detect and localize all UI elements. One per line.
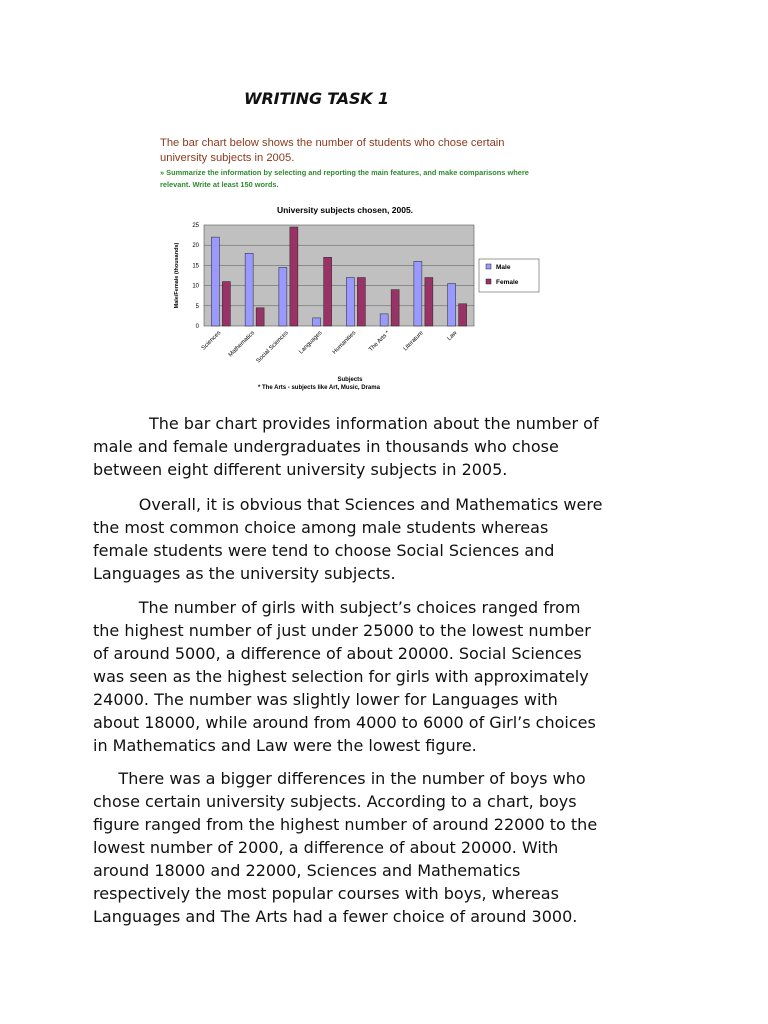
bar-male (211, 237, 219, 326)
x-tick-label: The Arts * (368, 330, 392, 354)
task-instructions: » Summarize the information by selecting and reporting the main features, and make comparisons where relevant. Write at least 150 words. (160, 168, 529, 189)
legend-swatch-male (486, 264, 491, 269)
y-tick-label: 25 (192, 223, 199, 229)
bar-male (414, 261, 422, 326)
bar-female (324, 257, 332, 326)
bar-female (290, 227, 298, 326)
bar-female (222, 282, 230, 326)
legend-label-female: Female (496, 279, 519, 286)
bar-female (357, 278, 365, 326)
bar-male (279, 267, 287, 326)
y-tick-label: 20 (192, 243, 199, 250)
paragraph-male: There was a bigger differences in the number of boys who chose certain university subjects. According to a chart, boys figure ranged from the highest number of around 22000 to the lowest number of 2000, a difference of about 20000. With around 18000 and 22000, Sciences and Mathematics respectively the most popular courses with boys, whereas Languages and The Arts had a fewer choice of around 3000. (93, 769, 598, 926)
bar-chart (160, 200, 550, 396)
paragraph-intro: The bar chart provides information about the number of male and female undergraduates in thousands who chose between eight different university subjects in 2005. (93, 414, 599, 479)
bar-male (448, 284, 456, 326)
x-tick-label: Mathematics (227, 330, 257, 359)
y-tick-label: 0 (195, 324, 199, 330)
y-axis-label: Male/Female (thousands) (174, 242, 180, 309)
page-title: WRITING TASK 1 (244, 89, 389, 108)
bar-female (425, 278, 433, 326)
paragraph-female: The number of girls with subject’s choices ranged from the highest number of just under 25000 to the lowest number of around 5000, a difference of about 20000. Social Sciences was seen as the highest selection for girls with approximately 24000. The number was slightly lower for Languages with about 18000, while around from 4000 to 6000 of Girl’s choices in Mathematics and Law were the lowest figure. (93, 598, 596, 755)
plot-area (204, 225, 474, 326)
y-tick-label: 15 (192, 263, 199, 270)
x-tick-label: Sciences (200, 330, 223, 352)
x-tick-label: Languages (298, 330, 324, 356)
bar-male (313, 318, 321, 326)
chart-footnote: * The Arts - subjects like Art, Music, Drama (258, 385, 380, 391)
x-axis-label: Subjects (337, 377, 363, 383)
bar-female (391, 290, 399, 326)
task-prompt (160, 136, 540, 191)
legend-label-male: Male (496, 264, 511, 271)
x-tick-label: Humanities (331, 330, 358, 356)
y-tick-label: 5 (195, 303, 199, 310)
y-tick-label: 10 (192, 283, 199, 290)
bar-male (346, 278, 354, 326)
bar-male (380, 314, 388, 326)
chart-legend (479, 259, 539, 292)
x-tick-label: Law (446, 330, 459, 343)
bar-female (256, 308, 264, 326)
chart-title: University subjects chosen, 2005. (276, 205, 414, 215)
bar-male (245, 253, 253, 326)
x-tick-label: Literature (402, 330, 425, 353)
legend-swatch-female (486, 279, 491, 284)
task-heading: The bar chart below shows the number of students who chose certain university subjects in 2005. (160, 137, 505, 164)
paragraph-overview: Overall, it is obvious that Sciences and Mathematics were the most common choice among male students whereas female students were tend to choose Social Sciences and Languages as the university subjects. (93, 495, 603, 583)
bar-female (459, 304, 467, 326)
x-tick-label: Social Sciences (255, 330, 290, 365)
